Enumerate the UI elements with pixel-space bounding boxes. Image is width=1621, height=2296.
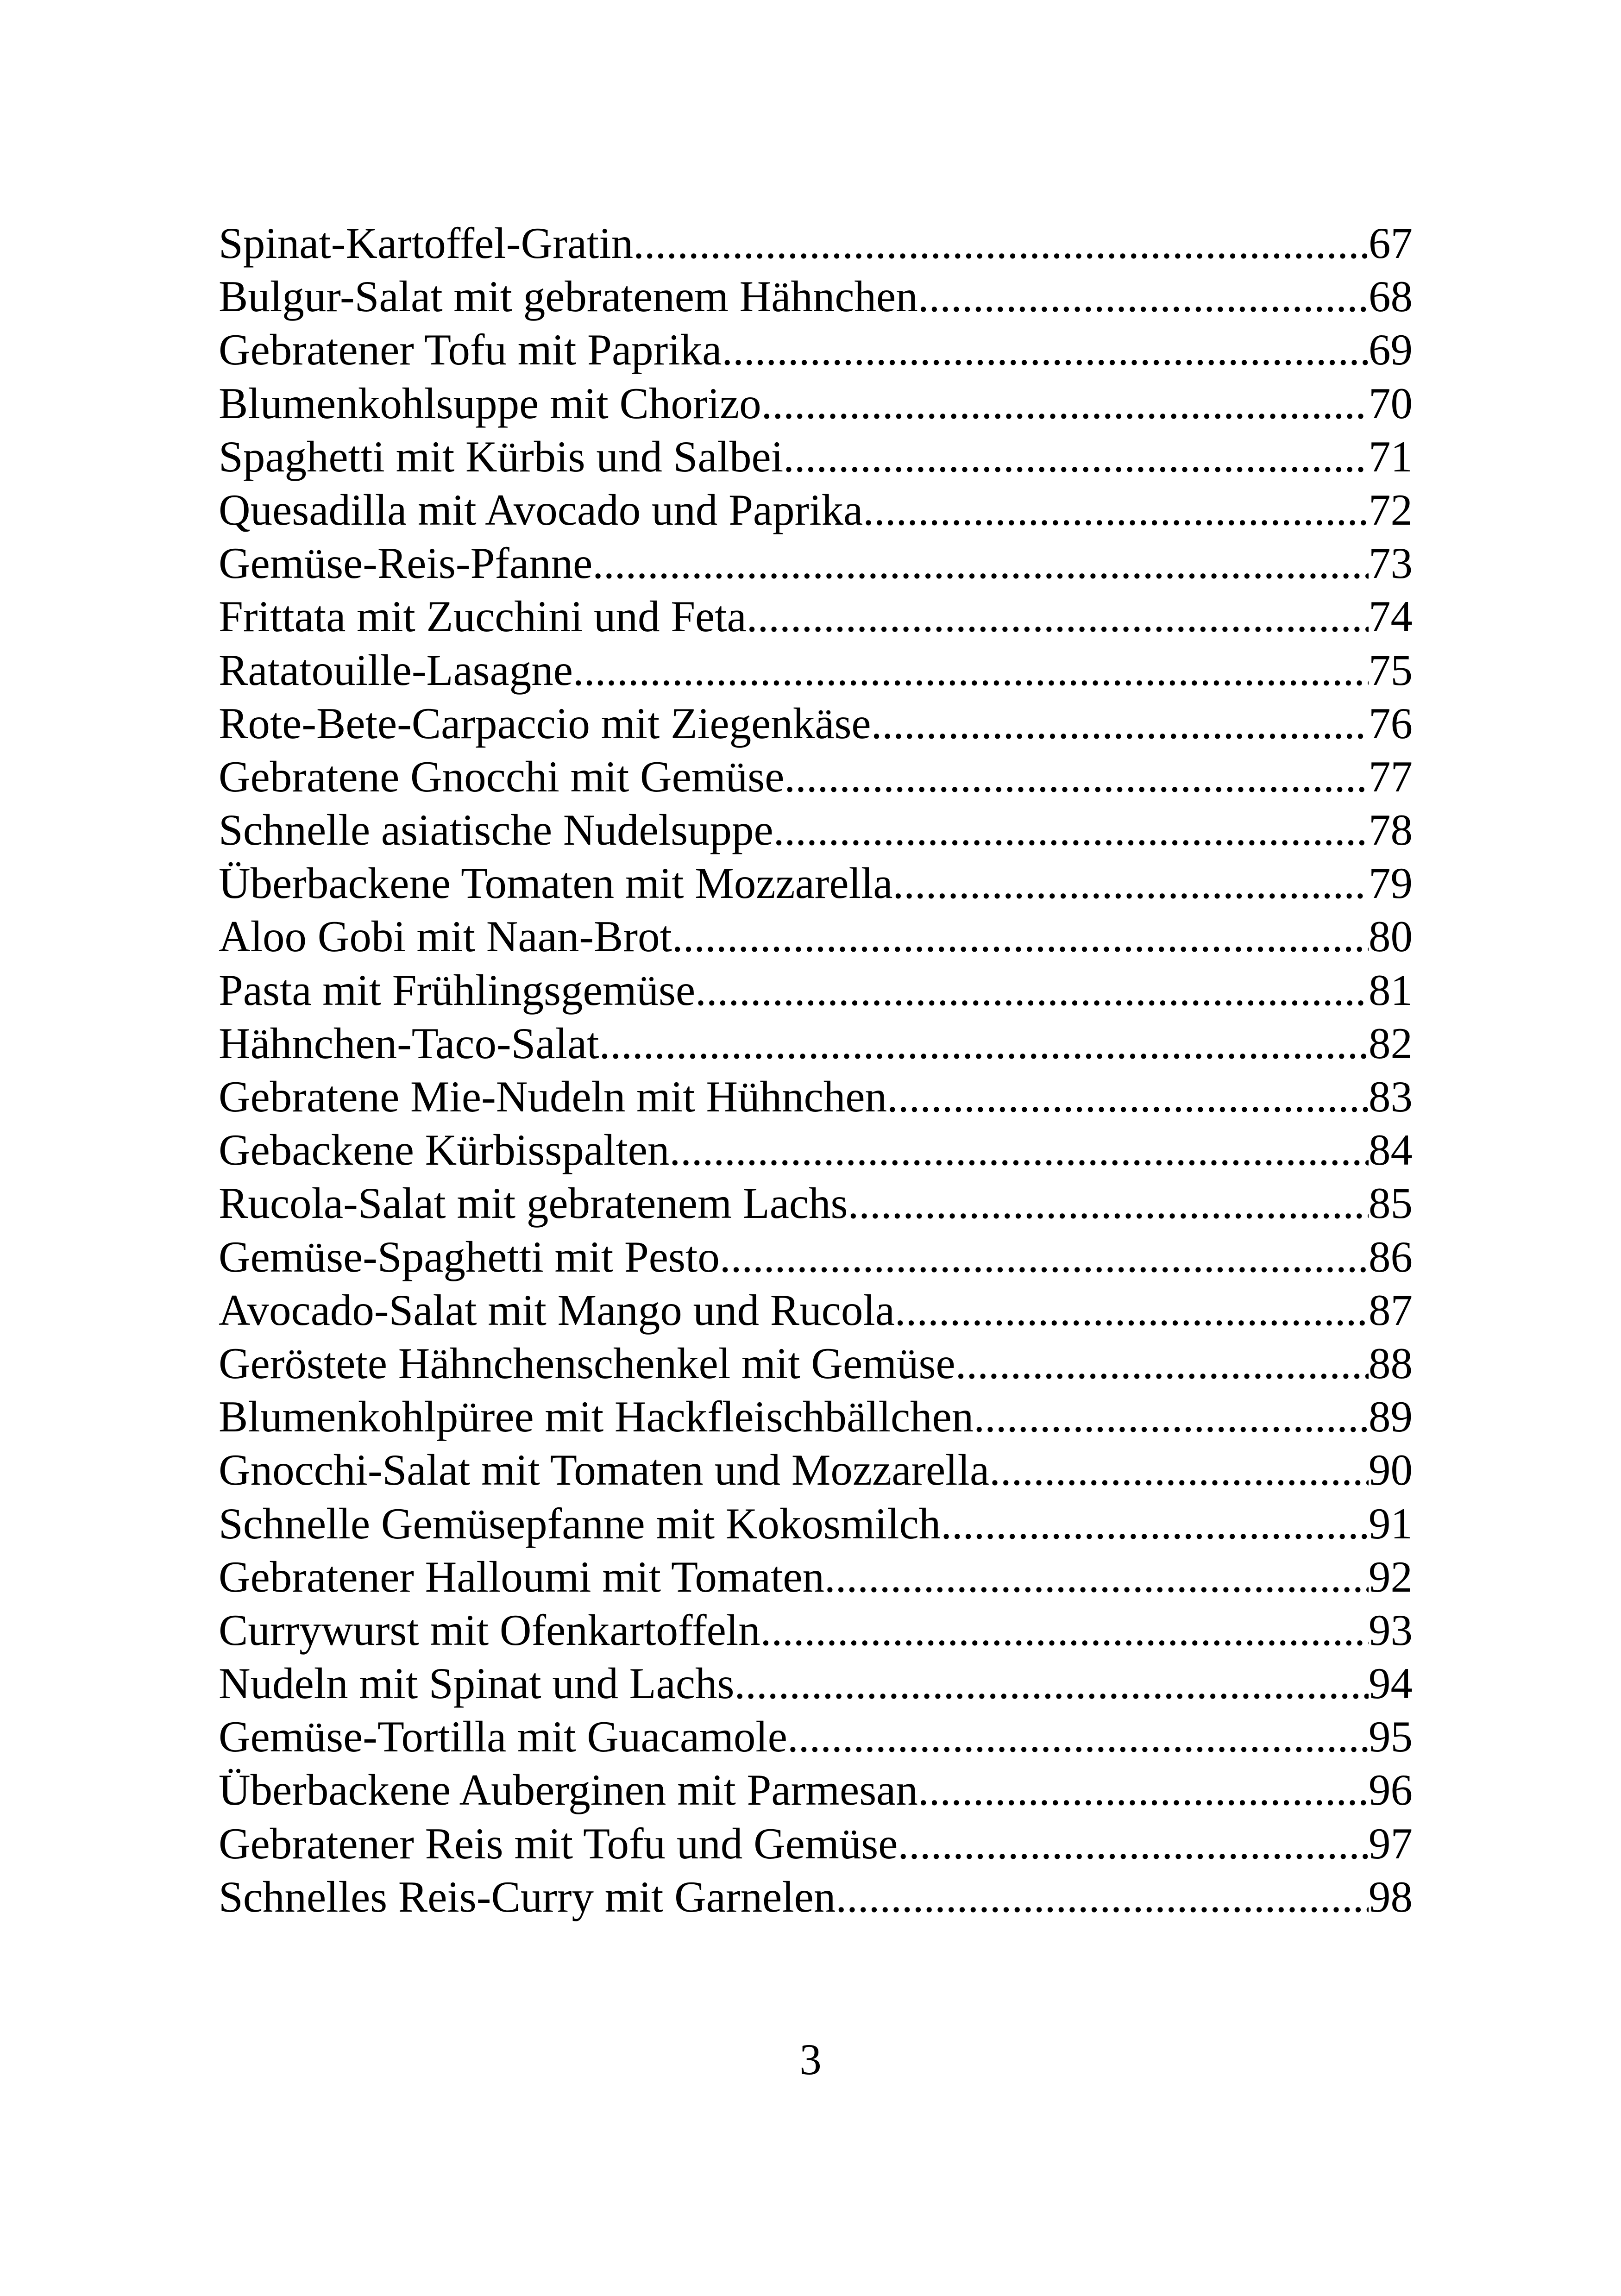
- toc-entry-title: Gebackene Kürbisspalten: [219, 1125, 670, 1175]
- toc-entry[interactable]: [219, 1604, 1413, 1657]
- toc-entry-page: 81: [1369, 965, 1413, 1015]
- toc-entry-page: 83: [1369, 1072, 1413, 1121]
- toc-entry-title: Schnelle asiatische Nudelsuppe: [219, 805, 773, 855]
- toc-entry-page: 71: [1369, 432, 1413, 481]
- toc-entry[interactable]: [219, 750, 1413, 803]
- toc-entry-page: 68: [1369, 272, 1413, 321]
- toc-entry[interactable]: [219, 964, 1413, 1017]
- toc-entry-page: 97: [1369, 1819, 1413, 1868]
- dot-leader: [761, 377, 1369, 430]
- toc-entry-title: Geröstete Hähnchenschenkel mit Gemüse: [219, 1338, 955, 1388]
- dot-leader: [722, 323, 1369, 376]
- toc-entry-title: Spaghetti mit Kürbis und Salbei: [219, 432, 784, 481]
- toc-entry[interactable]: [219, 644, 1413, 697]
- toc-entry-title: Gebratener Halloumi mit Tomaten: [219, 1552, 825, 1601]
- toc-entry-page: 98: [1369, 1872, 1413, 1921]
- toc-entry[interactable]: [219, 1177, 1413, 1230]
- toc-entry-title: Frittata mit Zucchini und Feta: [219, 592, 747, 641]
- dot-leader: [955, 1337, 1369, 1390]
- toc-entry[interactable]: [219, 697, 1413, 750]
- page-number: 3: [799, 2035, 822, 2084]
- dot-leader: [592, 537, 1369, 590]
- toc-entry[interactable]: [219, 1443, 1413, 1497]
- toc-entry-page: 78: [1369, 805, 1413, 855]
- toc-entry-page: 73: [1369, 539, 1413, 588]
- dot-leader: [720, 1230, 1369, 1284]
- toc-entry-page: 70: [1369, 378, 1413, 428]
- toc-entry-title: Gemüse-Reis-Pfanne: [219, 539, 593, 588]
- toc-entry[interactable]: [219, 1123, 1413, 1177]
- dot-leader: [893, 857, 1369, 910]
- toc-entry-page: 89: [1369, 1392, 1413, 1442]
- toc-entry-title: Rote-Bete-Carpaccio mit Ziegenkäse: [219, 698, 871, 748]
- toc-entry-page: 75: [1369, 645, 1413, 695]
- toc-entry-page: 94: [1369, 1659, 1413, 1708]
- dot-leader: [871, 697, 1369, 750]
- toc-entry-page: 88: [1369, 1338, 1413, 1388]
- toc-entry[interactable]: [219, 377, 1413, 430]
- toc-entry-title: Pasta mit Frühlingsgemüse: [219, 965, 696, 1015]
- dot-leader: [633, 217, 1369, 270]
- toc-entry-page: 92: [1369, 1552, 1413, 1601]
- dot-leader: [918, 1763, 1369, 1817]
- toc-entry-title: Avocado-Salat mit Mango und Rucola: [219, 1285, 895, 1335]
- dot-leader: [787, 1710, 1369, 1763]
- dot-leader: [918, 270, 1369, 323]
- dot-leader: [773, 803, 1369, 857]
- toc-entry-title: Gebratener Tofu mit Paprika: [219, 325, 722, 375]
- toc-entry[interactable]: [219, 803, 1413, 857]
- toc-entry-page: 80: [1369, 912, 1413, 961]
- toc-entry-title: Gebratene Gnocchi mit Gemüse: [219, 752, 785, 801]
- dot-leader: [863, 483, 1369, 537]
- dot-leader: [573, 644, 1369, 697]
- toc-entry[interactable]: [219, 1497, 1413, 1550]
- toc-entry[interactable]: [219, 483, 1413, 537]
- toc-entry-title: Gebratener Reis mit Tofu und Gemüse: [219, 1819, 898, 1868]
- toc-entry-page: 85: [1369, 1179, 1413, 1228]
- dot-leader: [783, 430, 1369, 483]
- toc-entry-page: 84: [1369, 1125, 1413, 1175]
- dot-leader: [599, 1017, 1369, 1070]
- toc-entry[interactable]: [219, 323, 1413, 376]
- toc-entry[interactable]: [219, 910, 1413, 963]
- toc-entry[interactable]: [219, 1070, 1413, 1123]
- dot-leader: [695, 964, 1369, 1017]
- toc-entry-title: Schnelles Reis-Curry mit Garnelen: [219, 1872, 836, 1921]
- toc-entry[interactable]: [219, 1710, 1413, 1763]
- toc-entry-page: 69: [1369, 325, 1413, 375]
- toc-entry-title: Blumenkohlpüree mit Hackfleischbällchen: [219, 1392, 974, 1442]
- toc-entry-title: Gemüse-Tortilla mit Guacamole: [219, 1712, 787, 1762]
- toc-entry-title: Aloo Gobi mit Naan-Brot: [219, 912, 672, 961]
- toc-entry[interactable]: [219, 1870, 1413, 1924]
- toc-entry-title: Überbackene Auberginen mit Parmesan: [219, 1765, 918, 1815]
- dot-leader: [747, 590, 1369, 643]
- dot-leader: [898, 1817, 1369, 1870]
- dot-leader: [887, 1070, 1369, 1123]
- toc-entry[interactable]: [219, 537, 1413, 590]
- dot-leader: [989, 1443, 1369, 1497]
- toc-entry-page: 95: [1369, 1712, 1413, 1762]
- toc-entry-page: 74: [1369, 592, 1413, 641]
- toc-entry-title: Gebratene Mie-Nudeln mit Hühnchen: [219, 1072, 887, 1121]
- toc-entry[interactable]: [219, 1550, 1413, 1604]
- toc-entry[interactable]: [219, 857, 1413, 910]
- table-of-contents: [219, 217, 1413, 1924]
- dot-leader: [669, 1123, 1369, 1177]
- dot-leader: [895, 1284, 1369, 1337]
- toc-entry[interactable]: [219, 1763, 1413, 1817]
- toc-entry-title: Spinat-Kartoffel-Gratin: [219, 219, 634, 268]
- toc-entry-page: 87: [1369, 1285, 1413, 1335]
- dot-leader: [848, 1177, 1369, 1230]
- dot-leader: [836, 1870, 1369, 1924]
- toc-entry-page: 76: [1369, 698, 1413, 748]
- toc-entry-page: 90: [1369, 1445, 1413, 1495]
- dot-leader: [824, 1550, 1369, 1604]
- toc-entry-title: Überbackene Tomaten mit Mozzarella: [219, 859, 893, 908]
- toc-entry-title: Ratatouille-Lasagne: [219, 645, 573, 695]
- toc-entry[interactable]: [219, 430, 1413, 483]
- toc-entry-title: Rucola-Salat mit gebratenem Lachs: [219, 1179, 848, 1228]
- toc-entry-title: Hähnchen-Taco-Salat: [219, 1018, 599, 1068]
- toc-entry-page: 93: [1369, 1605, 1413, 1655]
- toc-entry-page: 91: [1369, 1499, 1413, 1548]
- toc-entry-page: 86: [1369, 1232, 1413, 1281]
- toc-entry[interactable]: [219, 1230, 1413, 1284]
- dot-leader: [672, 910, 1369, 963]
- toc-entry[interactable]: [219, 1657, 1413, 1710]
- toc-entry[interactable]: [219, 1337, 1413, 1390]
- toc-entry-title: Schnelle Gemüsepfanne mit Kokosmilch: [219, 1499, 941, 1548]
- toc-entry-title: Nudeln mit Spinat und Lachs: [219, 1659, 735, 1708]
- toc-entry[interactable]: [219, 217, 1413, 270]
- dot-leader: [760, 1604, 1369, 1657]
- toc-entry-title: Gemüse-Spaghetti mit Pesto: [219, 1232, 720, 1281]
- toc-entry[interactable]: [219, 1284, 1413, 1337]
- toc-entry[interactable]: [219, 270, 1413, 323]
- toc-entry[interactable]: [219, 1390, 1413, 1443]
- toc-entry-page: 77: [1369, 752, 1413, 801]
- dot-leader: [941, 1497, 1369, 1550]
- toc-entry-page: 67: [1369, 219, 1413, 268]
- toc-entry[interactable]: [219, 1817, 1413, 1870]
- toc-entry-page: 82: [1369, 1018, 1413, 1068]
- toc-entry-page: 96: [1369, 1765, 1413, 1815]
- toc-entry-title: Currywurst mit Ofenkartoffeln: [219, 1605, 760, 1655]
- toc-entry[interactable]: [219, 1017, 1413, 1070]
- dot-leader: [784, 750, 1369, 803]
- toc-entry-page: 72: [1369, 485, 1413, 534]
- dot-leader: [974, 1390, 1369, 1443]
- toc-entry-title: Quesadilla mit Avocado und Paprika: [219, 485, 863, 534]
- toc-entry-page: 79: [1369, 859, 1413, 908]
- toc-entry-title: Blumenkohlsuppe mit Chorizo: [219, 378, 761, 428]
- toc-entry[interactable]: [219, 590, 1413, 643]
- dot-leader: [734, 1657, 1369, 1710]
- toc-entry-title: Bulgur-Salat mit gebratenem Hähnchen: [219, 272, 918, 321]
- toc-entry-title: Gnocchi-Salat mit Tomaten und Mozzarella: [219, 1445, 990, 1495]
